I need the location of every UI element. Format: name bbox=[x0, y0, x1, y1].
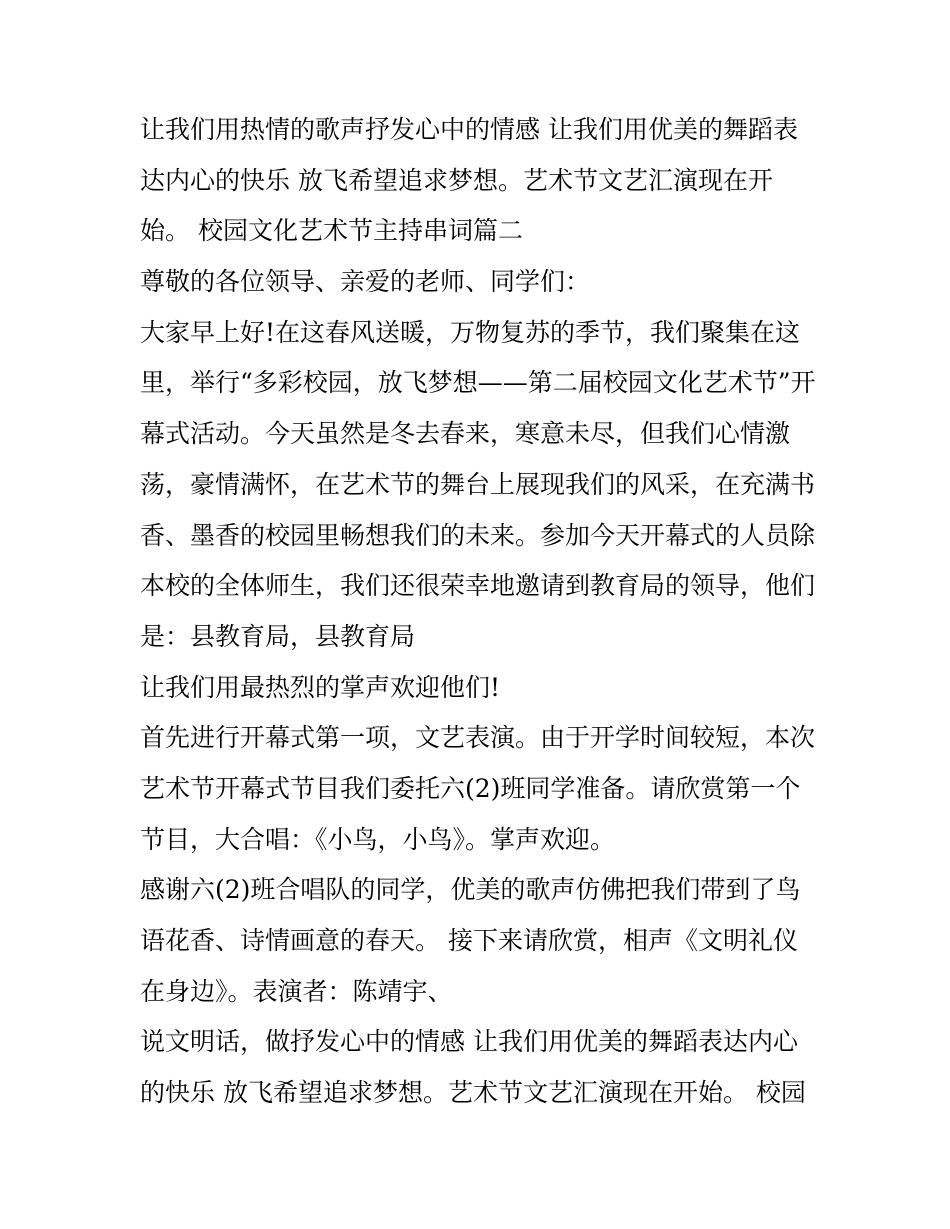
text-line: 荡，豪情满怀，在艺术节的舞台上展现我们的风采，在充满书 bbox=[140, 469, 816, 499]
text-line: 本校的全体师生，我们还很荣幸地邀请到教育局的领导，他们 bbox=[140, 571, 816, 601]
text-line: 大家早上好!在这春风送暖，万物复苏的季节，我们聚集在这 bbox=[140, 317, 801, 347]
text-line: 的快乐 放飞希望追求梦想。艺术节文艺汇演现在开始。 校园 bbox=[140, 1078, 806, 1108]
text-line: 香、墨香的校园里畅想我们的未来。参加今天开幕式的人员除 bbox=[140, 520, 816, 550]
text-line: 让我们用热情的歌声抒发心中的情感 让我们用优美的舞蹈表 bbox=[140, 115, 798, 144]
text-line: 语花香、诗情画意的春天。 接下来请欣赏，相声《文明礼仪 bbox=[140, 926, 798, 955]
text-line: 说文明话，做抒发心中的情感 让我们用优美的舞蹈表达内心 bbox=[140, 1027, 798, 1057]
text-line: 达内心的快乐 放飞希望追求梦想。艺术节文艺汇演现在开 bbox=[140, 165, 773, 195]
text-line: 艺术节开幕式节目我们委托六(2)班同学准备。请欣赏第一个 bbox=[140, 773, 801, 803]
text-line: 里，举行“多彩校园，放飞梦想——第二届校园文化艺术节”开 bbox=[140, 368, 816, 398]
text-line: 让我们用最热烈的掌声欢迎他们! bbox=[140, 672, 501, 702]
document-body bbox=[140, 105, 820, 1119]
text-line: 节目，大合唱：《小鸟，小鸟》。掌声欢迎。 bbox=[140, 824, 616, 854]
text-line: 首先进行开幕式第一项，文艺表演。由于开学时间较短，本次 bbox=[140, 723, 816, 753]
text-line: 是：县教育局，县教育局 bbox=[140, 621, 416, 651]
text-line: 幕式活动。今天虽然是冬去春来，寒意未尽，但我们心情激 bbox=[140, 419, 791, 449]
text-line: 尊敬的各位领导、亲爱的老师、同学们： bbox=[140, 267, 591, 297]
text-line: 在身边》。表演者：陈靖宇、 bbox=[140, 976, 453, 1006]
text-line: 感谢六(2)班合唱队的同学，优美的歌声仿佛把我们带到了鸟 bbox=[140, 875, 801, 905]
text-line: 始。 校园文化艺术节主持串词篇二 bbox=[140, 216, 523, 246]
